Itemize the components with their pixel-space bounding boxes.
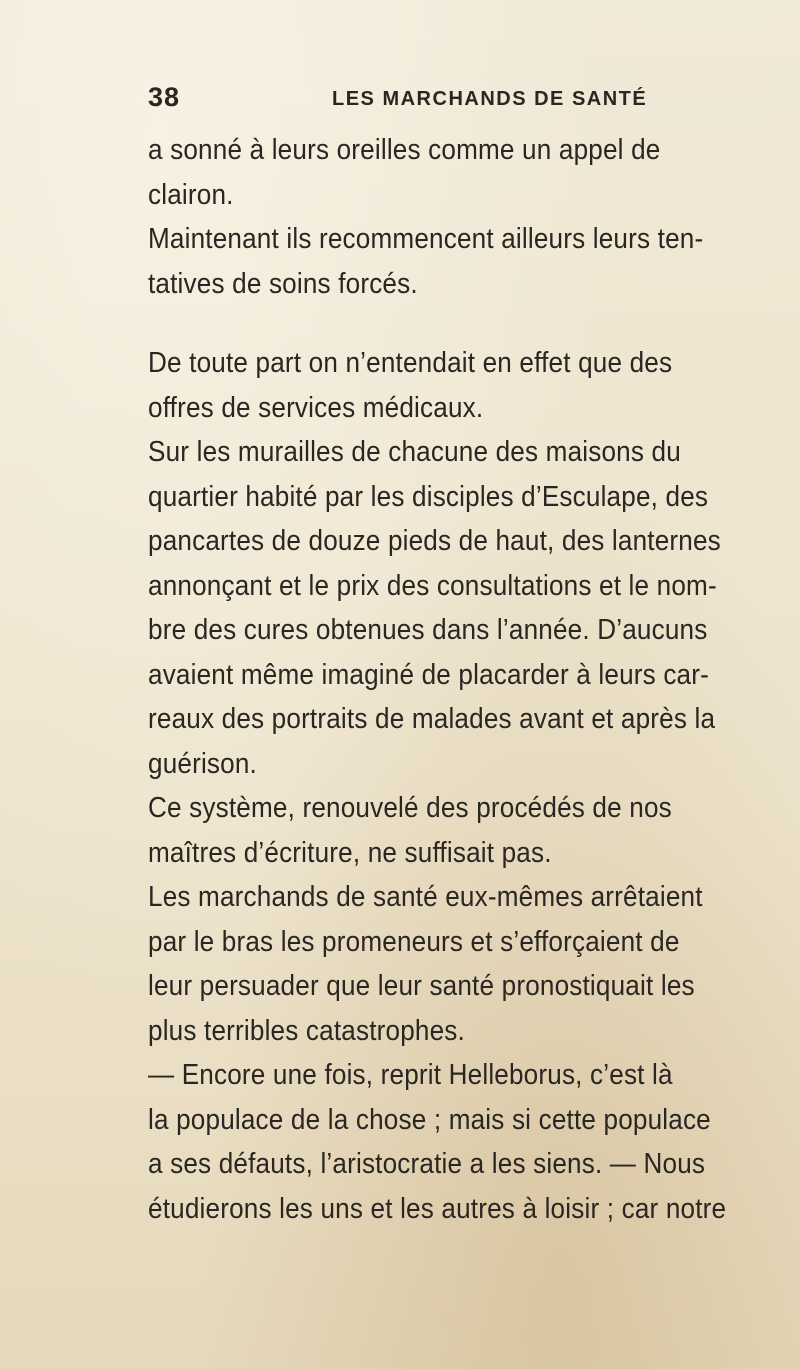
running-title: LES MARCHANDS DE SANTÉ [332, 88, 648, 110]
text-line: par le bras les promeneurs et s’efforçaient de [148, 925, 680, 958]
text-line: leur persuader que leur santé pronostiquait les [148, 970, 695, 1002]
text-line: maîtres d’écriture, ne suffisait pas. [148, 836, 552, 869]
text-line: avaient même imaginé de placarder à leurs car- [148, 658, 709, 691]
text-line: annonçant et le prix des consultations et le nom- [148, 569, 717, 602]
text-line: la populace de la chose ; mais si cette populace [148, 1103, 711, 1136]
body-text [148, 128, 788, 1231]
page-number: 38 [148, 82, 181, 112]
text-line: Ce système, renouvelé des procédés de nos [148, 792, 672, 824]
text-line: Sur les murailles de chacune des maisons du [148, 436, 681, 468]
text-line: — Encore une fois, reprit Helleborus, c’est là [148, 1059, 673, 1091]
text-line: bre des cures obtenues dans l’année. D’aucuns [148, 614, 708, 646]
text-line: De toute part on n’entendait en effet que des [148, 347, 673, 379]
text-line: quartier habité par les disciples d’Esculape, des [148, 480, 709, 513]
paragraph-gap [148, 306, 788, 341]
text-line: offres de services médicaux. [148, 391, 484, 424]
page-header [148, 82, 708, 118]
text-line: pancartes de douze pieds de haut, des lanternes [148, 525, 721, 557]
text-line: étudierons les uns et les autres à loisir ; car notre [148, 1192, 727, 1225]
text-line: reaux des portraits de malades avant et après la [148, 703, 716, 735]
text-line: tatives de soins forcés. [148, 267, 418, 300]
text-line: Les marchands de santé eux-mêmes arrêtaient [148, 881, 703, 913]
text-line: clairon. [148, 178, 234, 211]
text-line: plus terribles catastrophes. [148, 1014, 465, 1047]
text-line: guérison. [148, 747, 257, 780]
text-line: Maintenant ils recommencent ailleurs leurs ten- [148, 223, 704, 255]
text-line: a sonné à leurs oreilles comme un appel de [148, 134, 661, 166]
text-line: a ses défauts, l’aristocratie a les siens. — Nous [148, 1148, 706, 1180]
